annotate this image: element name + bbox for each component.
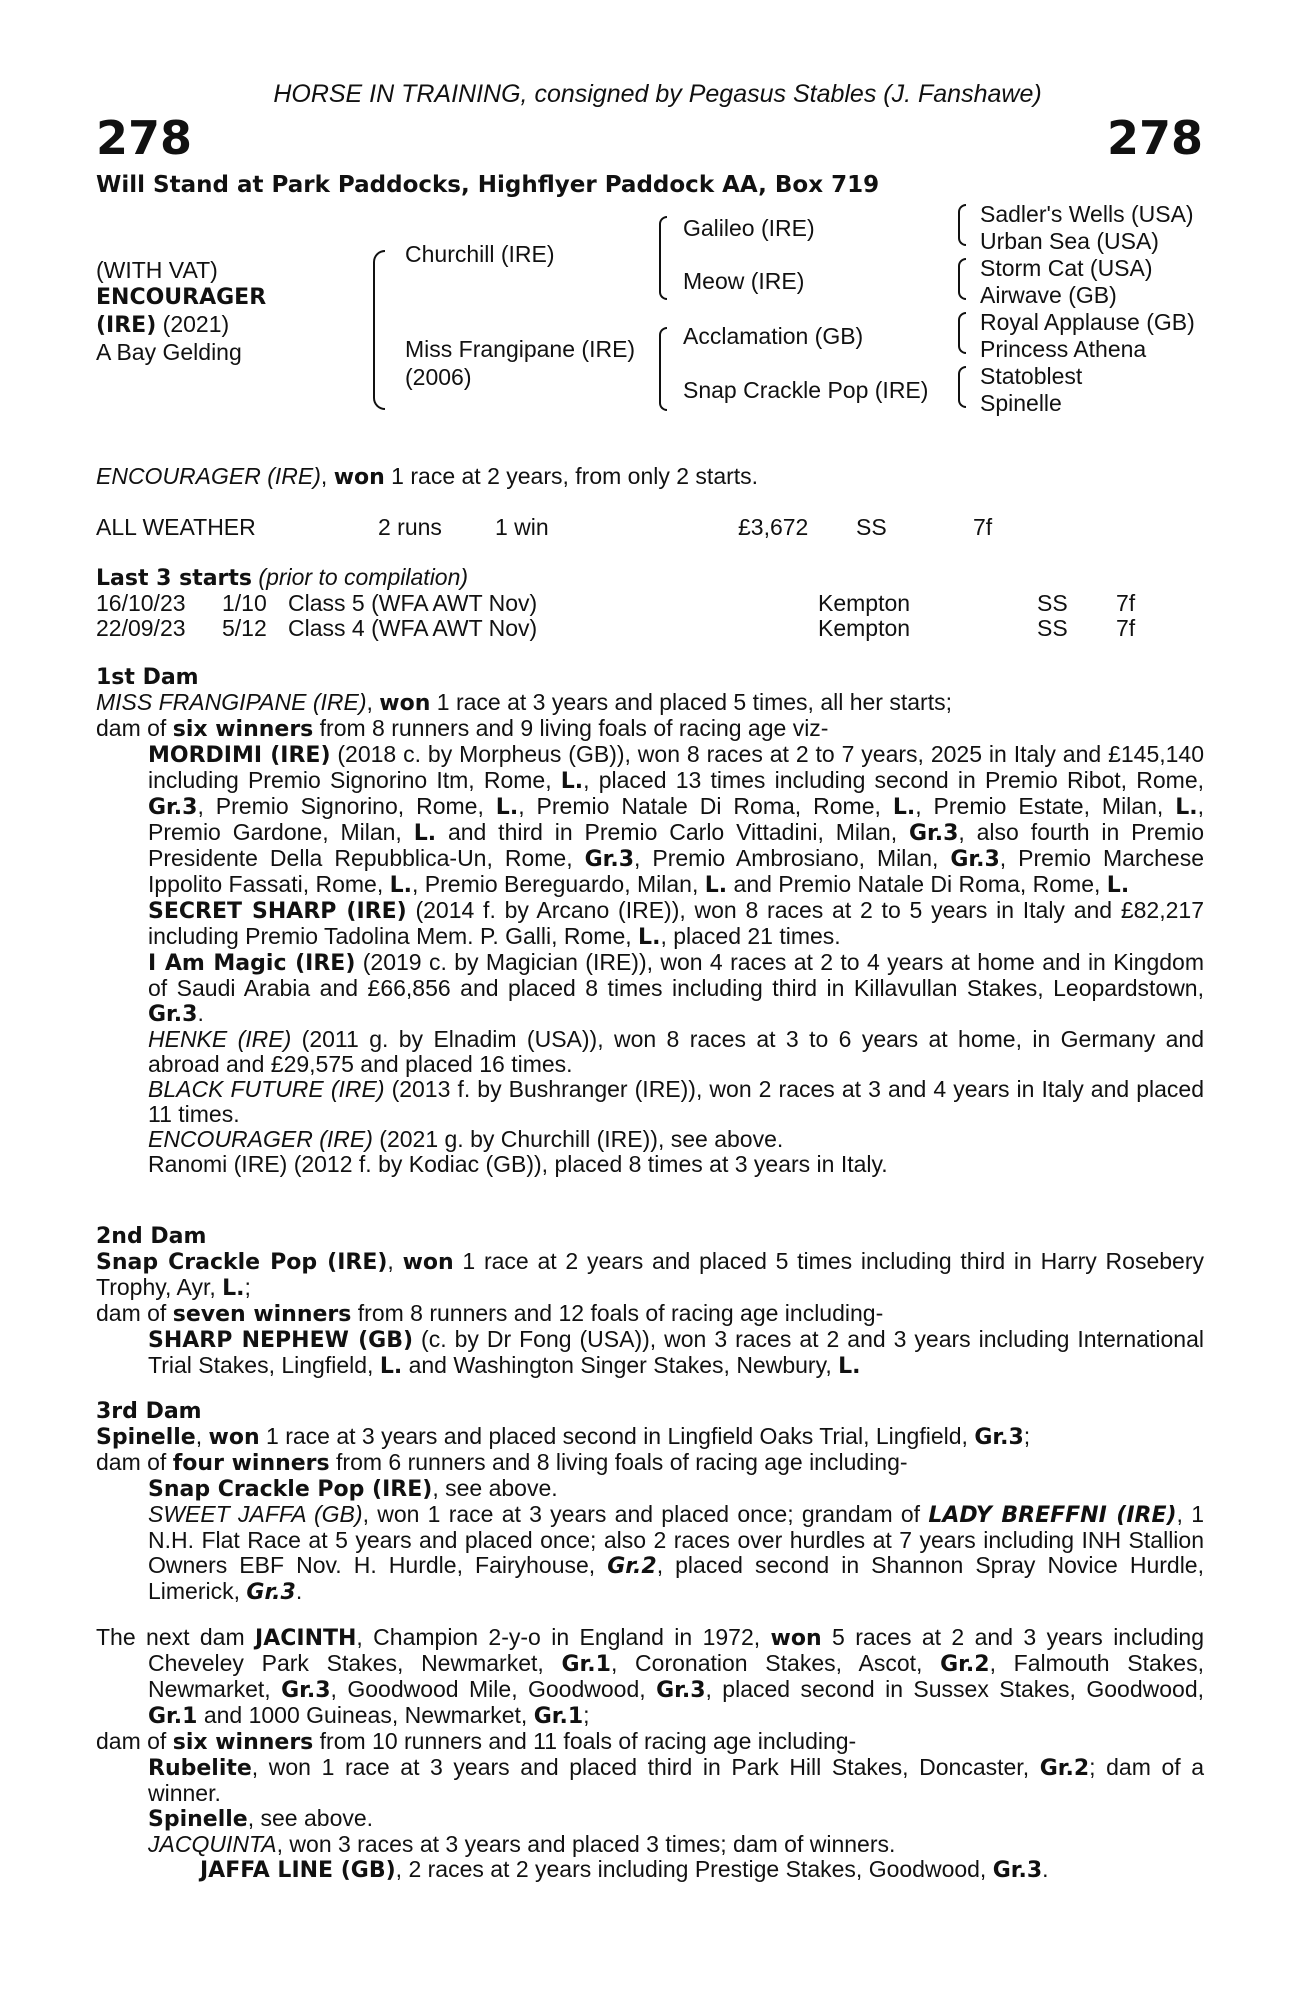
race-summary: ENCOURAGER (IRE), won 1 race at 2 years, from only 2 starts. [96, 463, 759, 490]
start-distance: 7f [1116, 615, 1136, 641]
dam-of-label: dam of [96, 715, 173, 741]
produce-henke: HENKE (IRE) (2011 g. by Elnadim (USA)), won 8 races at 3 to 6 years at home, in Germany and abroad and £29,575 and placed 16 times. [148, 1026, 1204, 1077]
produce-rubelite: Rubelite, won 1 race at 3 years and placed third in Park Hill Stakes, Doncaster, Gr.2; dam of a winner. [148, 1754, 1205, 1806]
produce-i-am-magic: I Am Magic (IRE) (2019 c. by Magician (IRE)), won 4 races at 2 to 4 years at home and in Kingdom of Saudi Arabia and £66,856 and placed 8 times including third in Killavullan Stakes, Leopardstown, Gr.3. [148, 949, 1204, 1027]
first-dam-name: MISS FRANGIPANE (IRE) [96, 689, 367, 715]
surface-record-row [96, 515, 1204, 540]
produce-encourager: ENCOURAGER (IRE) (2021 g. by Churchill (IRE)), see above. [148, 1126, 784, 1152]
start-going: SS [1037, 590, 1068, 616]
third-dam-name: Spinelle [96, 1425, 196, 1450]
dam-year: (2006) [405, 364, 472, 390]
stand-location: Will Stand at Park Paddocks, Highflyer Paddock AA, Box 719 [96, 172, 880, 198]
first-dam-title: 1st Dam [96, 665, 199, 690]
last-starts [96, 565, 1204, 641]
start-course: Kempton [818, 590, 911, 616]
produce-name: SECRET SHARP (IRE) [148, 899, 407, 924]
sire-dam-dam: Airwave (GB) [980, 282, 1117, 308]
produce-name: SWEET JAFFA (GB) [148, 1501, 363, 1527]
vat-label: (WITH VAT) [96, 257, 218, 283]
start-course: Kempton [818, 615, 911, 641]
horse-identity [96, 257, 266, 365]
winners-count: six winners [172, 717, 314, 742]
start-date: 16/10/23 [96, 590, 186, 616]
pedigree-brace-dam [659, 327, 667, 411]
produce-sweet-jaffa: SWEET JAFFA (GB), won 1 race at 3 years and placed once; grandam of LADY BREFFNI (IRE), 1 N.H. Flat Race at 5 years and placed once; also 2 races over hurdles at 7 years including INH Stallion Owners EBF Nov. H. Hurdle, Fairyhouse, Gr.2, placed second in Shannon Spray Novice Hurdle, Limerick, Gr.3. [148, 1501, 1204, 1605]
dam-dam-sire: Statoblest [980, 363, 1083, 389]
sire-dam: Meow (IRE) [683, 268, 805, 294]
horse-name: ENCOURAGER [96, 285, 267, 310]
produce-name: Spinelle [148, 1807, 248, 1832]
start-position: 5/12 [222, 615, 267, 641]
start-position: 1/10 [222, 590, 267, 616]
start-distance: 7f [1116, 590, 1136, 616]
sire-sire-sire: Sadler's Wells (USA) [980, 201, 1194, 227]
record-distance: 7f [973, 514, 993, 540]
record-runs: 2 runs [378, 514, 442, 540]
sire-dam-sire: Storm Cat (USA) [980, 255, 1153, 281]
produce-name: JACQUINTA [148, 1831, 277, 1857]
winners-count: seven winners [172, 1302, 352, 1327]
third-dam-produce: dam of four winners from 6 runners and 8 living foals of racing age including- [96, 1449, 908, 1476]
pedigree-brace-ds [958, 312, 966, 354]
second-dam-produce: dam of seven winners from 8 runners and 12 foals of racing age including- [96, 1300, 884, 1327]
next-dam-name: JACINTH [255, 1626, 357, 1651]
next-dam-produce: dam of six winners from 10 runners and 11 foals of racing age including- [96, 1728, 857, 1755]
record-going: SS [856, 514, 887, 540]
sire-sire: Galileo (IRE) [683, 215, 815, 241]
record-wins: 1 win [495, 514, 549, 540]
catalogue-subtitle: HORSE IN TRAINING, consigned by Pegasus Stables (J. Fanshawe) [273, 80, 1042, 108]
summary-won: won [333, 465, 385, 490]
sire-sire-dam: Urban Sea (USA) [980, 228, 1159, 254]
start-race: Class 4 (WFA AWT Nov) [288, 615, 538, 641]
grand-produce-name: LADY BREFFNI (IRE) [928, 1503, 1177, 1528]
pedigree-brace-dd [958, 366, 966, 408]
produce-jacquinta: JACQUINTA, won 3 races at 3 years and placed 3 times; dam of winners. [148, 1831, 896, 1857]
produce-sharp-nephew: SHARP NEPHEW (GB) (c. by Dr Fong (USA)), won 3 races at 2 and 3 years including International Trial Stakes, Lingfield, L. and Washington Singer Stakes, Newbury, L. [148, 1326, 1204, 1379]
produce-black-future: BLACK FUTURE (IRE) (2013 f. by Bushranger (IRE)), won 2 races at 3 and 4 years in Italy and placed 11 times. [148, 1076, 1204, 1127]
sire-name: Churchill (IRE) [405, 241, 555, 267]
won-label: won [379, 691, 431, 716]
next-dam-section [96, 1625, 1204, 1883]
produce-name: Snap Crackle Pop (IRE) [148, 1477, 433, 1502]
record-surface: ALL WEATHER [96, 514, 256, 540]
next-dam-record: The next dam JACINTH, Champion 2-y-o in England in 1972, won 5 races at 2 and 3 years including Cheveley Park Stakes, Newmarket, Gr.1, Coronation Stakes, Ascot, Gr.2, Falmouth Stakes, Newmarket, Gr.3, Goodwood Mile, Goodwood, Gr.3, placed second in Sussex Stakes, Goodwood, Gr.1 and 1000 Guineas, Newmarket, Gr.1; [96, 1624, 1204, 1729]
dam-dam: Snap Crackle Pop (IRE) [683, 377, 929, 403]
pedigree-brace-ss [958, 204, 966, 246]
horse-description: A Bay Gelding [96, 339, 242, 365]
third-dam-record: Spinelle, won 1 race at 3 years and placed second in Lingfield Oaks Trial, Lingfield, Gr.3; [96, 1423, 1031, 1450]
last-starts-note: (prior to compilation) [258, 564, 469, 590]
last-starts-title: Last 3 starts [96, 566, 253, 591]
lot-number-left: 278 [96, 111, 193, 165]
produce-jaffa-line: JAFFA LINE (GB), 2 races at 2 years including Prestige Stakes, Goodwood, Gr.3. [200, 1856, 1049, 1883]
produce-name: JAFFA LINE (GB) [200, 1858, 396, 1883]
start-row [96, 616, 1204, 641]
produce-snap-crackle-pop: Snap Crackle Pop (IRE), see above. [148, 1475, 558, 1502]
produce-name: HENKE (IRE) [148, 1026, 292, 1052]
produce-name: Rubelite [148, 1756, 252, 1781]
produce-mordimi: MORDIMI (IRE) (2018 c. by Morpheus (GB)), won 8 races at 2 to 7 years, 2025 in Italy and £145,140 including Premio Signorino Itm, Rome, L., placed 13 times including second in Premio Ribot, Rome, Gr.3, Premio Signorino, Rome, L., Premio Natale Di Roma, Rome, L., Premio Estate, Milan, L., Premio Gardone, Milan, L. and third in Premio Carlo Vittadini, Milan, Gr.3, also fourth in Premio Presidente Della Repubblica-Un, Rome, Gr.3, Premio Ambrosiano, Milan, Gr.3, Premio Marchese Ippolito Fassati, Rome, L., Premio Bereguardo, Milan, L. and Premio Natale Di Roma, Rome, L. [148, 741, 1204, 898]
lot-number-right: 278 [1106, 111, 1203, 165]
third-dam-title: 3rd Dam [96, 1399, 202, 1424]
summary-horse-name: ENCOURAGER (IRE) [96, 463, 321, 489]
produce-spinelle: Spinelle, see above. [148, 1805, 374, 1832]
produce-name: ENCOURAGER (IRE) [148, 1126, 373, 1152]
pedigree-brace-sd [958, 258, 966, 300]
summary-text: 1 race at 2 years, from only 2 starts. [384, 463, 759, 489]
winners-count: four winners [172, 1451, 330, 1476]
start-race: Class 5 (WFA AWT Nov) [288, 590, 538, 616]
second-dam-section [96, 1224, 1204, 1379]
produce-name: I Am Magic (IRE) [148, 951, 356, 976]
winners-count: six winners [172, 1730, 314, 1755]
produce-secret-sharp: SECRET SHARP (IRE) (2014 f. by Arcano (IRE)), won 8 races at 2 to 5 years in Italy and £82,217 including Premio Tadolina Mem. P. Galli, Rome, L., placed 21 times. [148, 897, 1204, 950]
first-dam-record: MISS FRANGIPANE (IRE), won 1 race at 3 years and placed 5 times, all her starts; [96, 689, 952, 716]
won-label: won [208, 1425, 260, 1450]
pedigree-brace-sire [659, 216, 667, 300]
dam-name: Miss Frangipane (IRE) [405, 336, 636, 362]
first-dam-produce-text: from 8 runners and 9 living foals of racing age viz- [313, 715, 829, 741]
dam-sire-dam: Princess Athena [980, 336, 1147, 362]
second-dam-record: Snap Crackle Pop (IRE), won 1 race at 2 years and placed 5 times including third in Harry Rosebery Trophy, Ayr, L.; [96, 1248, 1204, 1301]
won-label: won [770, 1626, 822, 1651]
second-dam-title: 2nd Dam [96, 1224, 207, 1249]
dam-dam-dam: Spinelle [980, 390, 1062, 416]
dam-sire: Acclamation (GB) [683, 323, 864, 349]
produce-name: BLACK FUTURE (IRE) [148, 1076, 385, 1102]
first-dam-text: 1 race at 3 years and placed 5 times, all her starts; [430, 689, 952, 715]
horse-country: (IRE) [96, 313, 157, 338]
dam-sire-sire: Royal Applause (GB) [980, 309, 1195, 335]
third-dam-section [96, 1399, 1204, 1605]
horse-year: (2021) [162, 311, 230, 337]
first-dam-section [96, 665, 1204, 1177]
produce-name: SHARP NEPHEW (GB) [148, 1328, 414, 1353]
produce-ranomi: Ranomi (IRE) (2012 f. by Kodiac (GB)), placed 8 times at 3 years in Italy. [148, 1151, 888, 1177]
second-dam-name: Snap Crackle Pop (IRE) [96, 1250, 388, 1275]
produce-name: MORDIMI (IRE) [148, 743, 331, 768]
record-prize: £3,672 [738, 514, 809, 540]
start-date: 22/09/23 [96, 615, 186, 641]
first-dam-produce [96, 716, 1204, 742]
start-going: SS [1037, 615, 1068, 641]
won-label: won [402, 1250, 454, 1275]
pedigree-brace-main [373, 250, 385, 410]
start-row [96, 591, 1204, 616]
